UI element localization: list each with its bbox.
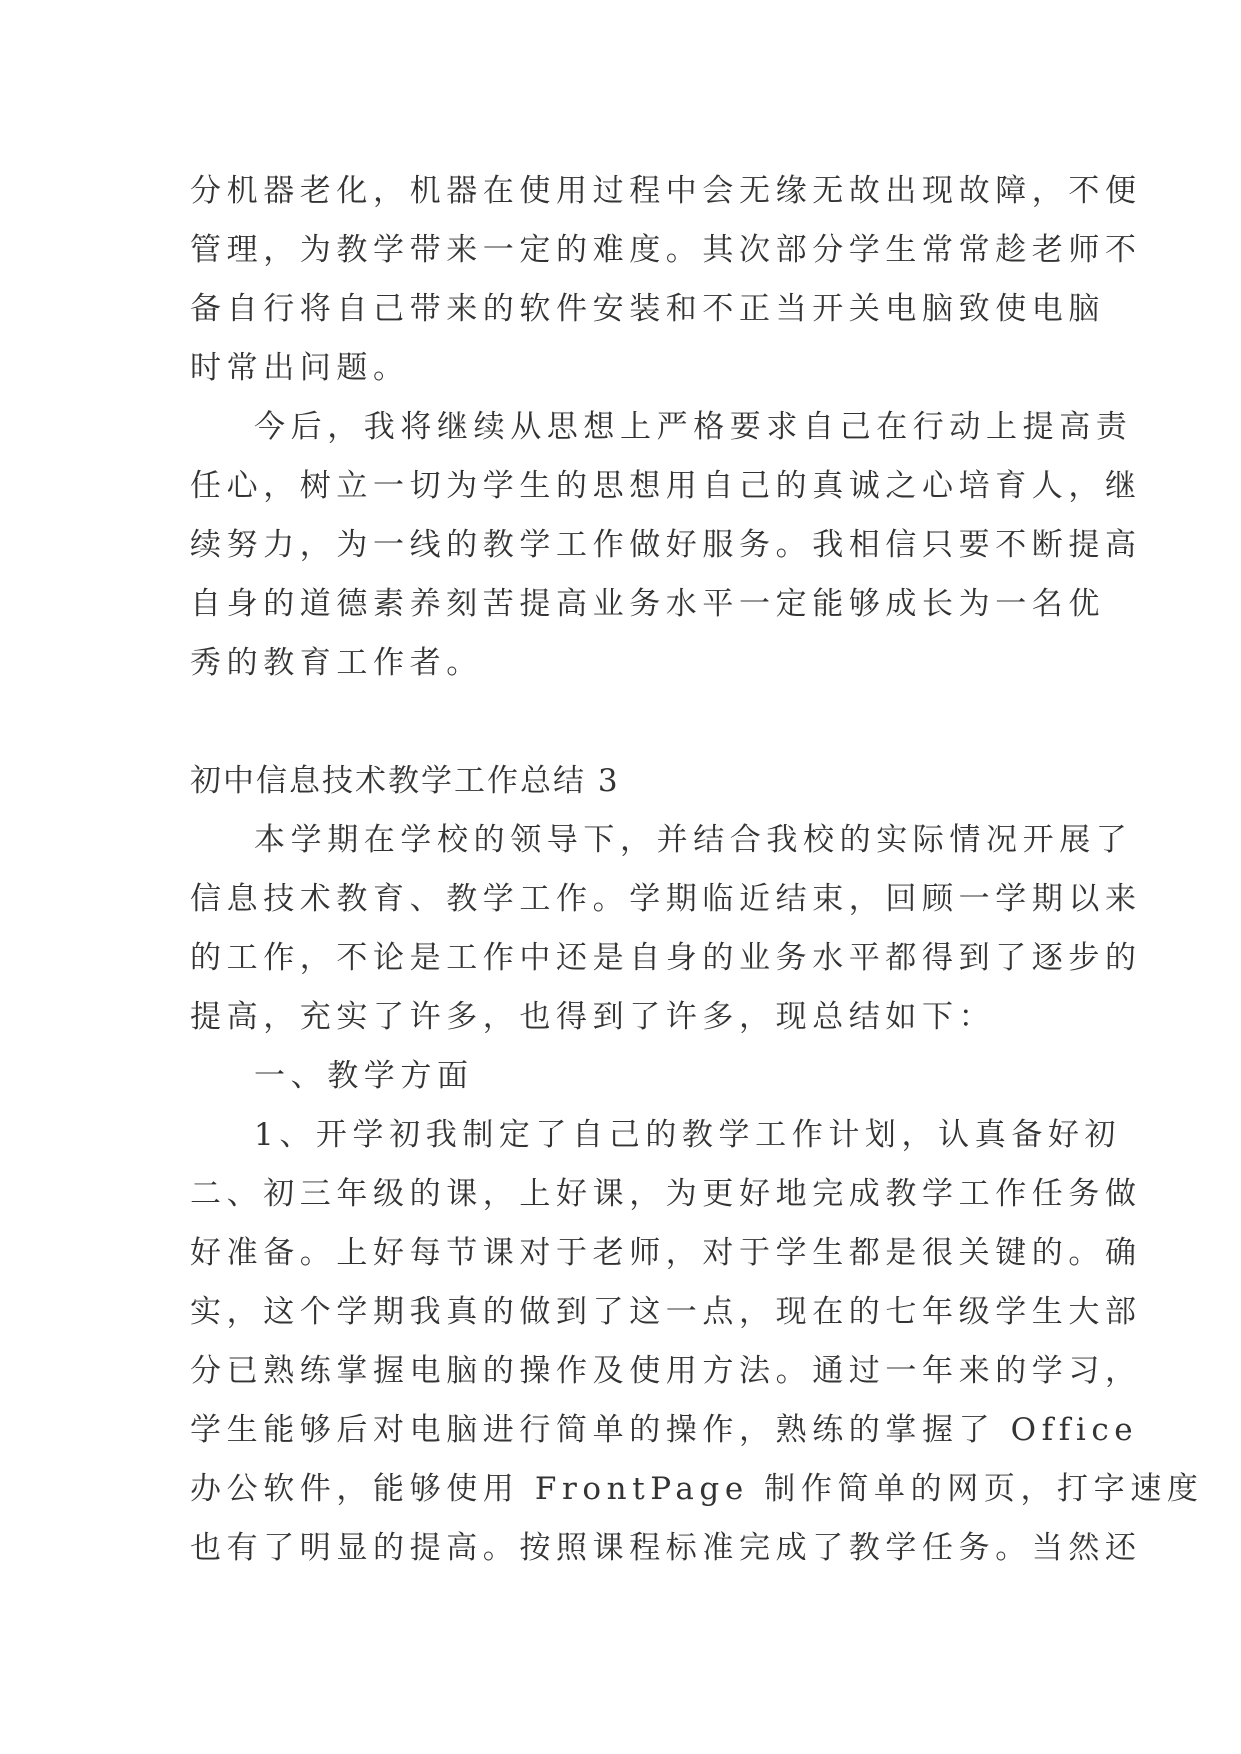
body-text-line: 自身的道德素养刻苦提高业务水平一定能够成长为一名优 xyxy=(190,586,1105,622)
body-text-line: 备自行将自己带来的软件安装和不正当开关电脑致使电脑 xyxy=(190,291,1105,327)
body-text-line: 办公软件，能够使用 FrontPage 制作简单的网页，打字速度 xyxy=(190,1471,1204,1507)
body-text-line: 信息技术教育、教学工作。学期临近结束，回顾一学期以来 xyxy=(190,881,1142,917)
body-text-line: 分机器老化，机器在使用过程中会无缘无故出现故障，不便 xyxy=(190,173,1142,209)
body-text-line: 的工作，不论是工作中还是自身的业务水平都得到了逐步的 xyxy=(190,940,1142,976)
body-text-line: 好准备。上好每节课对于老师，对于学生都是很关键的。确 xyxy=(190,1235,1142,1271)
body-text-line: 提高，充实了许多，也得到了许多，现总结如下： xyxy=(190,999,996,1035)
body-text-line: 实，这个学期我真的做到了这一点，现在的七年级学生大部 xyxy=(190,1294,1142,1330)
paragraph-gap xyxy=(190,693,1060,752)
body-text-line: 时常出问题。 xyxy=(190,350,410,386)
body-text-line: 任心，树立一切为学生的思想用自己的真诚之心培育人，继 xyxy=(190,468,1142,504)
body-text-line: 二、初三年级的课，上好课，为更好地完成教学工作任务做 xyxy=(190,1176,1142,1212)
body-text-line: 秀的教育工作者。 xyxy=(190,645,483,681)
body-text-line: 分已熟练掌握电脑的操作及使用方法。通过一年来的学习， xyxy=(190,1353,1142,1389)
body-text-line: 续努力，为一线的教学工作做好服务。我相信只要不断提高 xyxy=(190,527,1142,563)
body-text-line: 管理，为教学带来一定的难度。其次部分学生常常趁老师不 xyxy=(190,232,1142,268)
paragraph-first-line: 1、开学初我制定了自己的教学工作计划，认真备好初 xyxy=(254,1117,1122,1153)
section-heading: 初中信息技术教学工作总结 3 xyxy=(190,763,620,799)
paragraph-first-line: 本学期在学校的领导下，并结合我校的实际情况开展了 xyxy=(254,822,1133,858)
subsection-heading: 一、教学方面 xyxy=(254,1058,474,1094)
paragraph-first-line: 今后，我将继续从思想上严格要求自己在行动上提高责 xyxy=(254,409,1133,445)
body-text-line: 学生能够后对电脑进行简单的操作，熟练的掌握了 Office xyxy=(190,1412,1139,1448)
document-page xyxy=(190,162,1204,1578)
body-text-line: 也有了明显的提高。按照课程标准完成了教学任务。当然还 xyxy=(190,1530,1142,1566)
